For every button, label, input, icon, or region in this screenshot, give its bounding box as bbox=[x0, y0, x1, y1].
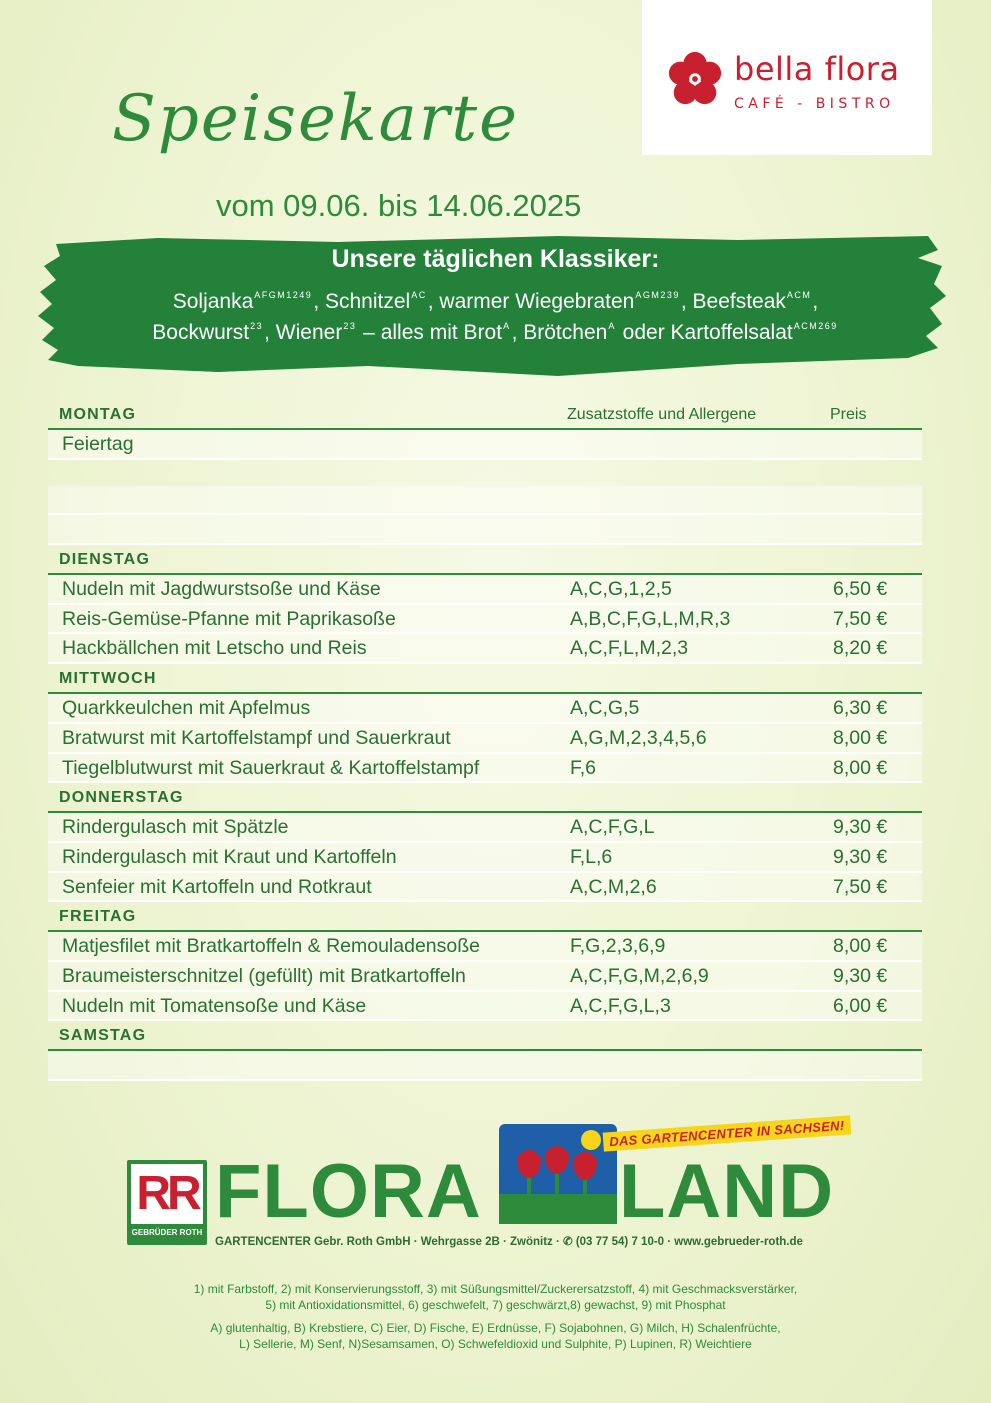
classics-line-1 bbox=[0, 290, 991, 314]
dish-name: Rindergulasch mit Kraut und Kartoffeln bbox=[62, 845, 397, 868]
classic-item-allergens: AGM239 bbox=[635, 290, 680, 300]
floraland-word-land: LAND bbox=[619, 1149, 835, 1234]
floraland-word-flora: FLORA bbox=[215, 1149, 482, 1234]
classics-heading: Unsere täglichen Klassiker: bbox=[331, 245, 660, 273]
menu-row bbox=[48, 605, 922, 635]
classics-line-2 bbox=[0, 321, 991, 345]
day-heading: DIENSTAG bbox=[48, 545, 922, 575]
classic-item-text: , bbox=[812, 290, 819, 313]
tulip-picture-icon bbox=[499, 1120, 617, 1224]
additives-line-2: 5) mit Antioxidationsmittel, 6) geschwefelt, 7) geschwärzt,8) gewachst, 9) mit Phosphat bbox=[265, 1298, 726, 1312]
day-heading: DONNERSTAG bbox=[48, 783, 922, 813]
menu-row bbox=[48, 813, 922, 843]
dish-price: 6,50 € bbox=[833, 578, 888, 601]
allergen-codes: A,C,M,2,6 bbox=[570, 875, 657, 898]
classic-item-allergens: A bbox=[503, 321, 511, 331]
menu-days bbox=[48, 400, 922, 1081]
dish-name: Quarkkeulchen mit Apfelmus bbox=[62, 697, 311, 720]
dish-name: Nudeln mit Tomatensoße und Käse bbox=[62, 994, 367, 1017]
day-heading: SAMSTAG bbox=[48, 1021, 922, 1051]
classic-item-allergens: 23 bbox=[250, 321, 264, 331]
menu-row bbox=[48, 486, 922, 516]
classic-item-allergens: ACM269 bbox=[793, 321, 838, 331]
menu-row bbox=[48, 515, 922, 545]
allergen-codes: A,C,F,G,M,2,6,9 bbox=[570, 964, 709, 987]
classic-item-text: , Brötchen bbox=[511, 321, 608, 344]
classic-item-allergens: A bbox=[608, 321, 616, 331]
dish-name: Matjesfilet mit Bratkartoffeln & Remouladensoße bbox=[62, 935, 480, 958]
day-section-dienstag bbox=[48, 545, 922, 664]
allergen-codes: F,L,6 bbox=[570, 845, 613, 868]
allergen-codes: A,G,M,2,3,4,5,6 bbox=[570, 726, 707, 749]
bella-flora-logo bbox=[642, 0, 932, 155]
classic-item-allergens: AFGM1249 bbox=[254, 290, 313, 300]
dish-price: 6,00 € bbox=[833, 994, 888, 1017]
dish-price: 8,00 € bbox=[833, 756, 888, 779]
day-section-freitag bbox=[48, 902, 922, 1021]
menu-row bbox=[48, 754, 922, 784]
dish-name: Feiertag bbox=[62, 433, 134, 455]
page-title: Speisekarte bbox=[112, 82, 519, 156]
menu-row bbox=[48, 694, 922, 724]
dish-name: Nudeln mit Jagdwurstsoße und Käse bbox=[62, 578, 381, 601]
allergen-codes: A,C,F,L,M,2,3 bbox=[570, 637, 689, 660]
hibiscus-flower-icon bbox=[666, 50, 724, 108]
menu-row bbox=[48, 843, 922, 873]
classic-item-text: – alles mit Brot bbox=[357, 321, 503, 344]
allergens-legend bbox=[0, 1320, 991, 1352]
rr-logo-subtitle: GEBRÜDER ROTH bbox=[131, 1228, 203, 1237]
dish-price: 6,30 € bbox=[833, 697, 888, 720]
dish-name: Rindergulasch mit Spätzle bbox=[62, 816, 289, 839]
brand-subtitle: CAFÉ - BISTRO bbox=[734, 96, 895, 112]
date-range: vom 09.06. bis 14.06.2025 bbox=[216, 188, 582, 223]
classic-item-text: Soljanka bbox=[172, 290, 254, 313]
allergen-codes: A,C,F,G,L,3 bbox=[570, 994, 671, 1017]
menu-table bbox=[48, 400, 922, 1081]
dish-price: 9,30 € bbox=[833, 816, 888, 839]
dish-name: Reis-Gemüse-Pfanne mit Paprikasoße bbox=[62, 607, 396, 630]
allergen-codes: F,G,2,3,6,9 bbox=[570, 935, 666, 958]
day-section-samstag bbox=[48, 1021, 922, 1081]
classic-item-text: , Schnitzel bbox=[313, 290, 411, 313]
dish-name: Bratwurst mit Kartoffelstampf und Sauerkraut bbox=[62, 726, 451, 749]
dish-name: Braumeisterschnitzel (gefüllt) mit Bratkartoffeln bbox=[62, 964, 466, 987]
floraland-logo bbox=[127, 1117, 857, 1260]
dish-price: 7,50 € bbox=[833, 607, 888, 630]
dish-name: Tiegelblutwurst mit Sauerkraut & Kartoffelstampf bbox=[62, 756, 480, 779]
allergen-codes: A,B,C,F,G,L,M,R,3 bbox=[570, 607, 731, 630]
classic-item-allergens: AC bbox=[411, 290, 427, 300]
menu-row bbox=[48, 575, 922, 605]
classic-item-allergens: 23 bbox=[343, 321, 357, 331]
classic-item-text: , Beefsteak bbox=[680, 290, 786, 313]
additives-legend bbox=[0, 1281, 991, 1313]
additives-line-1: 1) mit Farbstoff, 2) mit Konservierungsstoff, 3) mit Süßungsmittel/Zuckerersatzstoff, 4) mit Geschmacksverstärker, bbox=[193, 1282, 798, 1296]
allergens-line-1: A) glutenhaltig, B) Krebstiere, C) Eier, D) Fische, E) Erdnüsse, F) Sojabohnen, G) Milch, H) Schalenfrüchte, bbox=[210, 1321, 781, 1335]
classic-item-allergens: ACM bbox=[786, 290, 812, 300]
day-section-montag bbox=[48, 400, 922, 545]
column-header-allergens: Zusatzstoffe und Allergene bbox=[567, 406, 757, 423]
company-address: GARTENCENTER Gebr. Roth GmbH · Wehrgasse 2B · Zwönitz · ✆ (03 77 54) 7 10-0 · www.gebrueder-roth.de bbox=[215, 1236, 803, 1248]
menu-row bbox=[48, 1051, 922, 1081]
dish-name: Senfeier mit Kartoffeln und Rotkraut bbox=[62, 875, 372, 898]
day-section-donnerstag bbox=[48, 783, 922, 902]
allergen-codes: A,C,F,G,L bbox=[570, 816, 655, 839]
dish-price: 9,30 € bbox=[833, 845, 888, 868]
day-heading: FREITAG bbox=[48, 902, 922, 932]
allergens-line-2: L) Sellerie, M) Senf, N)Sesamsamen, O) Schwefeldioxid und Sulphite, P) Lupinen, R) Weichtiere bbox=[239, 1337, 752, 1351]
menu-row bbox=[48, 724, 922, 754]
menu-row bbox=[48, 932, 922, 962]
floraland-slogan: DAS GARTENCENTER IN SACHSEN! bbox=[603, 1115, 851, 1151]
dish-price: 7,50 € bbox=[833, 875, 888, 898]
allergen-codes: A,C,G,1,2,5 bbox=[570, 578, 672, 601]
menu-row bbox=[48, 634, 922, 664]
menu-row bbox=[48, 430, 922, 460]
menu-row bbox=[48, 873, 922, 903]
classic-item-text: , warmer Wiegebraten bbox=[427, 290, 635, 313]
column-header-price: Preis bbox=[830, 406, 867, 423]
allergen-codes: A,C,G,5 bbox=[570, 697, 640, 720]
day-section-mittwoch bbox=[48, 664, 922, 783]
dish-price: 8,00 € bbox=[833, 726, 888, 749]
day-heading: MONTAG bbox=[48, 400, 922, 430]
dish-name: Hackbällchen mit Letscho und Reis bbox=[62, 637, 367, 660]
classic-item-text: oder Kartoffelsalat bbox=[616, 321, 793, 344]
menu-row bbox=[48, 962, 922, 992]
dish-price: 9,30 € bbox=[833, 964, 888, 987]
gebrueder-roth-logo bbox=[127, 1160, 207, 1245]
classic-item-text: Bockwurst bbox=[152, 321, 250, 344]
rr-logo-letters: RR bbox=[136, 1167, 198, 1220]
day-heading: MITTWOCH bbox=[48, 664, 922, 694]
brand-name: bella flora bbox=[734, 50, 900, 88]
allergen-codes: F,6 bbox=[570, 756, 597, 779]
menu-row bbox=[48, 992, 922, 1022]
dish-price: 8,20 € bbox=[833, 637, 888, 660]
classic-item-text: , Wiener bbox=[264, 321, 343, 344]
dish-price: 8,00 € bbox=[833, 935, 888, 958]
